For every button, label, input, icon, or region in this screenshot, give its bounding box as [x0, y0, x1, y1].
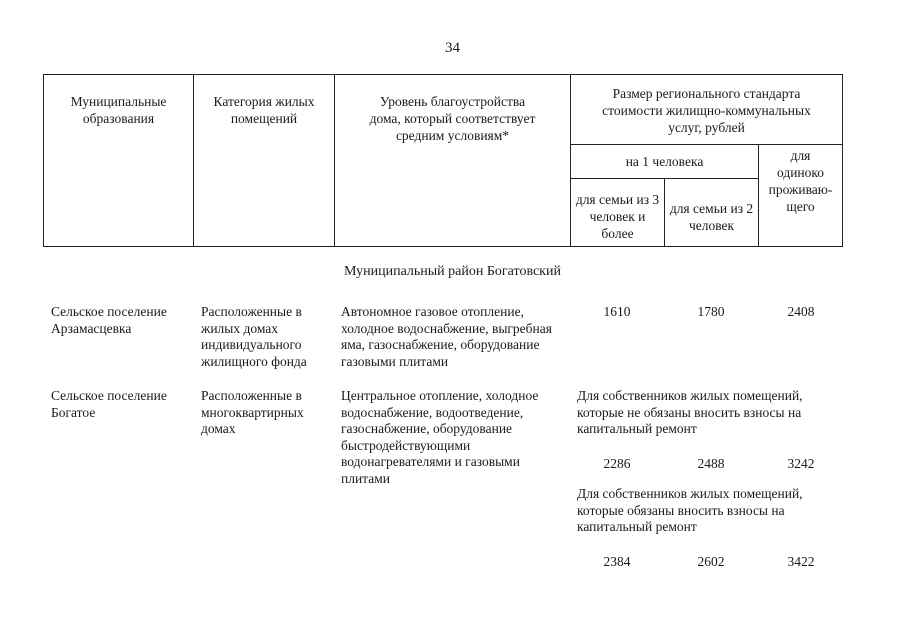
row2-level: Центральное отопление, холодное водоснабжение, водоотведение, газоснабжение, оборудование быстродействующими водонагревателями и газовыми плитами [341, 388, 539, 486]
row1-municipality: Сельское поселение Арзамасцевка [51, 304, 167, 336]
row2-b-family3: 2384 [603, 554, 631, 569]
row2-note-capital-repair: Для собственников жилых помещений, которые обязаны вносить взносы на капитальный ремонт [577, 486, 803, 534]
header-per-person: на 1 человека [625, 154, 704, 169]
header-family2: для семьи из 2 человек [669, 201, 754, 233]
divider [570, 178, 758, 179]
row2-a-single: 3242 [787, 456, 815, 471]
divider [570, 144, 842, 145]
table-header [43, 74, 843, 247]
row2-a-family3: 2286 [603, 456, 631, 471]
row2-b-family2: 2602 [697, 554, 725, 569]
header-category: Категория жилых помещений [213, 94, 315, 126]
row2-note-no-capital-repair: Для собственников жилых помещений, которые не обязаны вносить взносы на капитальный ремонт [577, 388, 803, 436]
header-standard: Размер регионального стандарта стоимости жилищно-коммунальных услуг, рублей [602, 86, 811, 135]
header-family3: для семьи из 3 человек и более [575, 192, 660, 241]
header-level: Уровень благоустройства дома, который соответствует средним условиям* [369, 94, 536, 143]
page-number: 34 [445, 40, 460, 56]
section-title: Муниципальный район Богатовский [344, 264, 561, 279]
row2-municipality: Сельское поселение Богатое [51, 388, 167, 420]
row1-single: 2408 [787, 304, 815, 319]
row1-family2: 1780 [697, 304, 725, 319]
row1-family3: 1610 [603, 304, 631, 319]
row1-category: Расположенные в жилых домах индивидуального жилищного фонда [201, 304, 307, 369]
row2-b-single: 3422 [787, 554, 815, 569]
row2-category: Расположенные в многоквартирных домах [201, 388, 304, 436]
header-single: для одиноко проживаю-щего [768, 148, 833, 214]
row2-a-family2: 2488 [697, 456, 725, 471]
row1-level: Автономное газовое отопление, холодное водоснабжение, выгребная яма, газоснабжение, оборудование газовыми плитами [341, 304, 552, 369]
header-municipality: Муниципальные образования [70, 94, 167, 126]
